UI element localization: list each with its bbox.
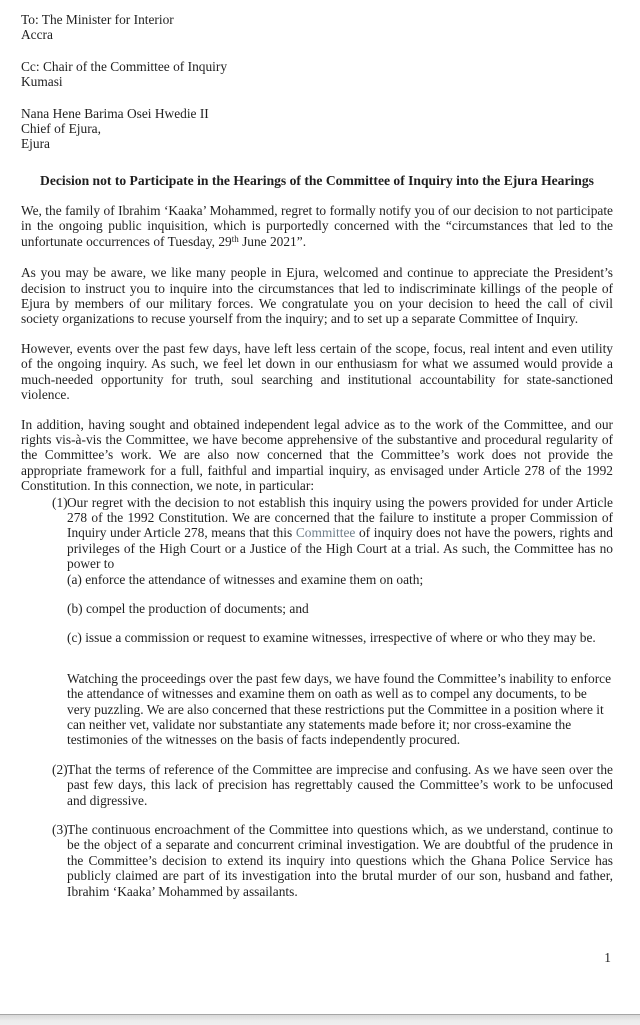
list-item-3	[21, 822, 613, 899]
recipient-cc-city: Kumasi	[21, 74, 63, 90]
paragraph-1-text: We, the family of Ibrahim ‘Kaaka’ Mohammed, regret to formally notify you of our decision to not participate in the ongoing public inquisition, which is purportedly concerned with the “circumstances that led to the unfortunate occurrences of Tuesday, 29	[21, 203, 613, 249]
paragraph-3: However, events over the past few days, have left less certain of the scope, focus, real intent and even utility of the ongoing inquiry. As such, we feel let down in our enthusiasm for what we assumed would provide a much-needed opportunity for truth, soul searching and institutional accountability for state-sanctioned violence.	[21, 340, 613, 403]
sub-item-c: (c) issue a commission or request to examine witnesses, irrespective of where or who they may be.	[67, 630, 596, 646]
paragraph-1-text-end: June 2021”.	[238, 233, 307, 249]
list-item-1-text: Our regret with the decision to not establish this inquiry using the powers provided for under Article 278 of the 1992 Constitution. We are concerned that the failure to institute a proper Commission of Inquiry under Article 278, means that this	[67, 494, 613, 541]
list-item-2-text: That the terms of reference of the Committee are imprecise and confusing. As we have seen over the past few days, this lack of precision has regrettably caused the Committee’s work to be unfocused and digressive.	[67, 761, 613, 808]
list-item-1	[21, 495, 613, 748]
recipient-cc-block	[21, 59, 613, 90]
recipient-to-city: Accra	[21, 27, 53, 43]
chief-title: Chief of Ejura,	[21, 121, 101, 137]
list-item-2	[21, 762, 613, 808]
paragraph-2: As you may be aware, we like many people in Ejura, welcomed and continue to appreciate the President’s decision to instruct you to inquire into the circumstances that led to indiscriminate killings of the people of Ejura by members of our military forces. We congratulate you on your decision to heed the call of civil society organizations to recuse yourself from the inquiry; and to set up a separate Committee of Inquiry.	[21, 265, 613, 327]
sub-item-b: (b) compel the production of documents; and	[67, 600, 309, 616]
paragraph-1	[21, 203, 613, 251]
list-item-1-note: Watching the proceedings over the past few days, we have found the Committee’s inability to enforce the attendance of witnesses and examine them on oath as well as to compel any documents, to be very puzzling. We are also concerned that these restrictions put the Committee in a position where it can neither vet, validate nor substantiate any statements made before it; nor cross-examine the testimonies of the witnesses on the basis of facts independently procured.	[67, 670, 612, 748]
recipient-cc-line: Cc: Chair of the Committee of Inquiry	[21, 58, 228, 74]
page-bottom-gap	[0, 1014, 640, 1025]
recipient-chief-block	[21, 106, 613, 152]
chief-name: Nana Hene Barima Osei Hwedie II	[21, 105, 209, 121]
list-item-1-text-end: of inquiry does not have the powers, rights and privileges of the High Court or a Justice of the High Court at a trial. As such, the Committee has no power to	[67, 525, 613, 572]
ordinal-superscript: th	[231, 233, 239, 244]
list-item-1-number: (1)	[52, 494, 68, 510]
letter-title: Decision not to Participate in the Hearings of the Committee of Inquiry into the Ejura Hearings	[40, 172, 594, 188]
list-item-3-number: (3)	[52, 822, 68, 838]
sub-item-a: (a) enforce the attendance of witnesses and examine them on oath;	[67, 571, 424, 587]
recipient-to-line: To: The Minister for Interior	[21, 12, 174, 27]
highlighted-word-committee: Committee	[295, 525, 356, 541]
list-item-2-number: (2)	[52, 761, 68, 777]
page-number: 1	[604, 950, 611, 965]
paragraph-4: In addition, having sought and obtained independent legal advice as to the work of the Committee, and our rights vis-à-vis the Committee, we have become apprehensive of the substantive and procedural regularity of the Committee’s work. We are also now concerned that the Committee’s work does not provide the appropriate framework for a full, faithful and impartial inquiry, as envisaged under Article 278 of the 1992 Constitution. In this connection, we note, in particular:	[21, 416, 613, 494]
recipient-to-block	[21, 12, 613, 43]
chief-city: Ejura	[21, 136, 50, 152]
list-item-3-text: The continuous encroachment of the Committee into questions which, as we understand, continue to be the object of a separate and concurrent criminal investigation. We are doubtful of the prudence in the Committee’s decision to extend its inquiry into questions which the Ghana Police Service has publicly claimed are part of its investigation into the brutal murder of our son, husband and father, Ibrahim ‘Kaaka’ Mohammed by assailants.	[67, 822, 613, 899]
